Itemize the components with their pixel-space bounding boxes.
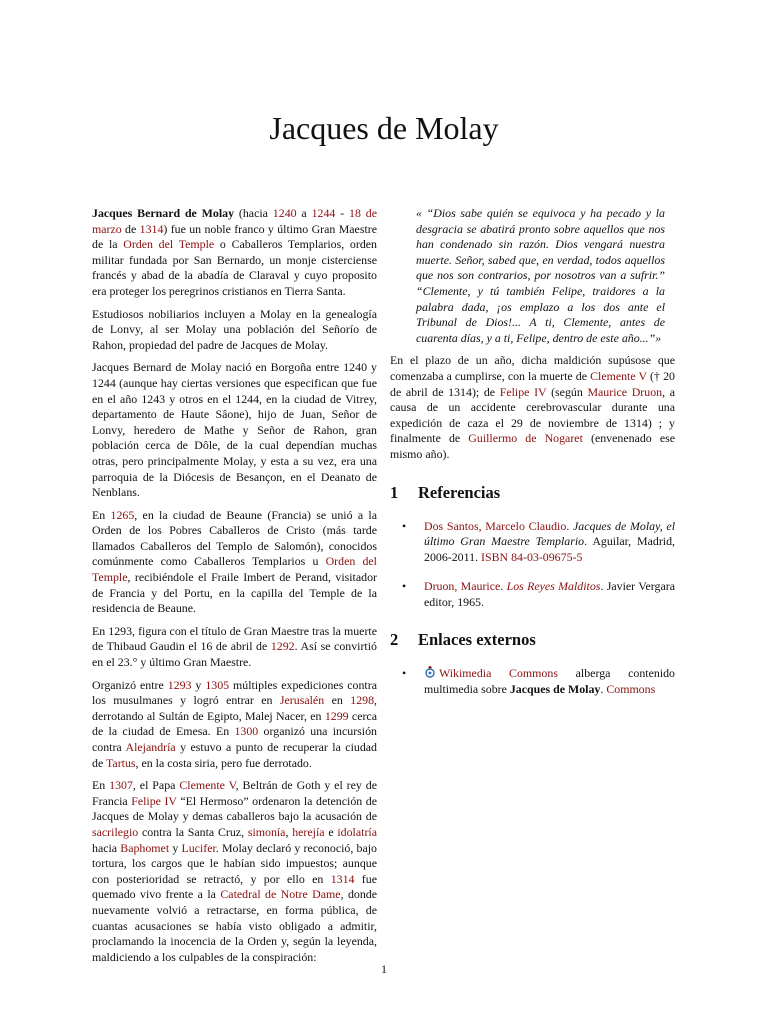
inline-link[interactable]: 18 de marzo [92,206,377,236]
inline-link[interactable]: Dos Santos, Marcelo Claudio [424,518,567,533]
text-run: . [600,682,607,697]
text-run: Estudiosos nobiliarios incluyen a Molay en la genealogía de Lonvy, al ser Molay una población del Señorío de Rahon, propiedad del padre de Jacques de Molay. [92,306,377,352]
text-run: En el plazo de un año, dicha maldición supúsose que comenzaba a cumplirse, con la muerte de [390,353,675,383]
section-heading-enlaces [390,630,675,650]
text-run: . Javier Vergara editor, 1965. [424,579,675,609]
page-title: Jacques de Molay [269,110,499,146]
inline-link[interactable]: Catedral de Notre Dame [220,887,341,902]
section-title: Enlaces externos [418,630,536,650]
text-run: fue quemado vivo frente a la [92,871,377,902]
inline-link[interactable]: Lucifer [181,840,216,855]
text-run: cerca de la ciudad de Emesa. En [92,708,377,739]
inline-link[interactable]: Maurice Druon [587,384,663,399]
text-run: y [169,840,182,855]
inline-link[interactable]: 1314 [139,221,164,236]
inline-link[interactable]: 1314 [330,871,355,886]
text-run: . [500,579,507,594]
text-run: a [296,206,312,220]
text-run: contra la Santa Cruz, [138,824,248,839]
references-list [390,519,675,611]
list-item [402,666,675,697]
text-run: , [285,824,293,839]
text-run: o Caballeros Templarios, orden militar fundada por San Bernardo, un monje cisterciense francés y abad de la abadía de Claraval y cuyo proposito era proteger los peregrinos cristianos en Tierra Santa. [92,237,377,298]
text-run: y estuvo a punto de recuperar la ciudad de [92,740,377,770]
inline-link[interactable]: 1299 [324,708,349,723]
inline-link[interactable]: Guillermo de Nogaret [468,431,583,446]
inline-link[interactable]: sacrilegio [92,824,139,839]
inline-link[interactable]: ISBN 84-03-09675-5 [481,549,583,564]
inline-link[interactable]: idolatría [337,824,377,839]
paragraph [92,778,377,965]
text-run: y [191,677,206,692]
text-run: , en la ciudad de Beaune (Francia) se unió a la Orden de los Pobres Caballeros de Cristo (más tarde llamados Caballeros del Templo de Salomón), conocidos comúnmente como Caballeros Templarios u [92,507,377,569]
list-item [402,519,675,566]
inline-link[interactable]: 1293 [167,677,192,692]
text-run: En [92,507,111,522]
text-run: , en la costa siria, pero fue derrotado. [135,755,312,770]
external-link-text [424,666,675,696]
text-run: organizó una incursión contra [92,724,377,754]
inline-link[interactable]: 1300 [234,724,259,739]
text-run: Jacques de Molay, el último Gran Maestre Templario [424,518,675,549]
paragraph [92,307,377,354]
text-run: Jacques Bernard de Molay nació en Borgoña entre 1240 y 1244 (aunque hay ciertas versiones que especifican que fue en el año 1243 y otros en el 1244, en la ciudad de Vitrey, departamento de Haute Sâone), hijo de Juan, Señor de Lonvy, heredero de Mathe y Señor de Rahon, gran población cerca de Dôle, de la cual dependían muchas otras, pero principalmente Molay, y esta a su vez, era una parroquia de la Diócesis de Besançon, en el Deanato de Nenblans. [92,360,377,500]
text-run: En [92,778,110,793]
inline-link[interactable]: herejía [292,824,325,839]
right-column [390,206,675,712]
bullet-icon: • [402,518,407,533]
block-quote: « “Dios sabe quién se equivoca y ha pecado y la desgracia se abatirá pronto sobre aquellos que nos han condenado sin razón. Dios vengará nuestra muerte. Señor, sabed que, en verdad, todos aquellos que nos son contrarios, por nosotros van a sufrir.” “Clemente, y tú también Felipe, traidores a la palabra dada, ¡os emplazo a los dos ante el Tribunal de Dios!... A ti, Clemente, antes de cuarenta días, y a ti, Felipe, dentro de este año...”» [416,206,665,345]
bullet-icon: • [402,579,407,594]
text-run: - [335,206,350,220]
paragraph [92,508,377,617]
inline-link[interactable]: Clemente V [590,368,647,383]
text-run: , derrotando al Sultán de Egipto, Malej Nacer, en [92,693,378,723]
text-run: , el Papa [132,778,180,793]
text-run: (envenenado ese mismo año). [390,431,676,461]
inline-link[interactable]: Alejandría [125,740,176,754]
inline-link[interactable]: Orden del Temple [123,237,215,252]
text-run: hacia [92,840,121,855]
text-run: alberga contenido multimedia sobre [424,666,676,697]
inline-link[interactable]: simonía [247,824,286,839]
inline-link[interactable]: Clemente V [179,778,236,793]
text-run: En 1293, figura con el título de Gran Maestre tras la muerte de Thibaud Gaudin el 16 de abril de [92,623,377,654]
inline-link[interactable]: 1305 [205,677,230,692]
text-run: ) fue un noble franco y último Gran Maestre de la [92,221,377,252]
bold-text: Jacques Bernard de Molay [92,206,235,220]
text-run: (hacia [234,206,273,220]
text-run: , Beltrán de Goth y el rey de Francia [92,778,377,808]
section-number: 2 [390,630,399,650]
inline-link[interactable]: Felipe IV [499,384,547,399]
text-run: . Aguilar, Madrid, 2006-2011. [424,534,676,564]
paragraph [92,206,377,300]
text-run: en [324,693,351,708]
section-title: Referencias [418,482,501,502]
inline-link[interactable]: 1292 [270,639,295,654]
reference-text [424,519,675,564]
text-run: , recibiéndole el Fraile Imbert de Perand, visitador de Francia y del Portu, en la capilla del Temple de la residencia de Beaune. [92,570,377,616]
inline-link[interactable]: 1240 [272,206,297,220]
list-item [402,579,675,610]
inline-link[interactable]: Felipe IV [131,793,177,808]
reference-text [424,579,675,609]
inline-link[interactable]: Jerusalén [279,693,325,708]
inline-link[interactable]: Orden del Temple [92,554,377,585]
inline-link[interactable]: 1244 [311,206,336,220]
text-run: “El Hermoso” ordenaron la detención de Jacques de Molay y demas caballeros bajo la acusación de [92,793,377,824]
inline-link[interactable]: 1307 [109,778,133,793]
paragraph [92,360,377,500]
left-column [92,206,377,972]
inline-link[interactable]: Druon, Maurice [424,579,501,594]
inline-link[interactable]: Baphomet [120,840,170,855]
page-number: 1 [381,962,387,976]
text-run: (según [546,384,588,399]
paragraph [92,624,377,671]
inline-link[interactable]: Los Reyes Malditos [506,579,601,594]
paragraph [92,678,377,772]
text-run: múltiples expediciones contra los musulmanes y logró entrar en [92,677,377,708]
section-heading-referencias [390,483,675,503]
text-run: , donde nuevamente volvió a retractarse, en forma pública, de cuantas acusaciones se había visto obligado a admitir, proclamando la inocencia de la Orden y, según la leyenda, maldiciendo a los culpables de la conspiración: [92,887,378,964]
external-links-list [390,666,675,697]
text-run: e [324,824,338,839]
text-run: († 20 de abril de 1314); de [390,368,675,399]
paragraph [390,353,675,462]
text-run: de [121,221,140,236]
text-run: . Así se convirtió en el 23.° y último Gran Maestre. [92,639,377,670]
inline-link[interactable]: Commons [606,682,656,697]
inline-link[interactable]: Wikimedia Commons [439,666,558,681]
section-number: 1 [390,482,399,502]
inline-link[interactable]: 1265 [110,507,135,522]
bullet-icon: • [402,666,407,681]
text-run: Organizó entre [92,677,168,692]
text-run: . [566,518,574,533]
wikimedia-commons-icon [424,666,436,678]
bold-text: Jacques de Molay [509,682,601,697]
text-run: , a causa de un accidente cerebrovascular durante una expedición de caza el 29 de noviembre de 1314) ; y finalmente de [390,384,675,446]
text-run: . Molay declaró y reconoció, bajo tortura, los cargos que le habían sido impuestos; aunque con posterioridad se retractó, y por ello en [92,840,377,886]
inline-link[interactable]: 1298 [350,693,375,708]
inline-link[interactable]: Tartus [105,755,136,770]
